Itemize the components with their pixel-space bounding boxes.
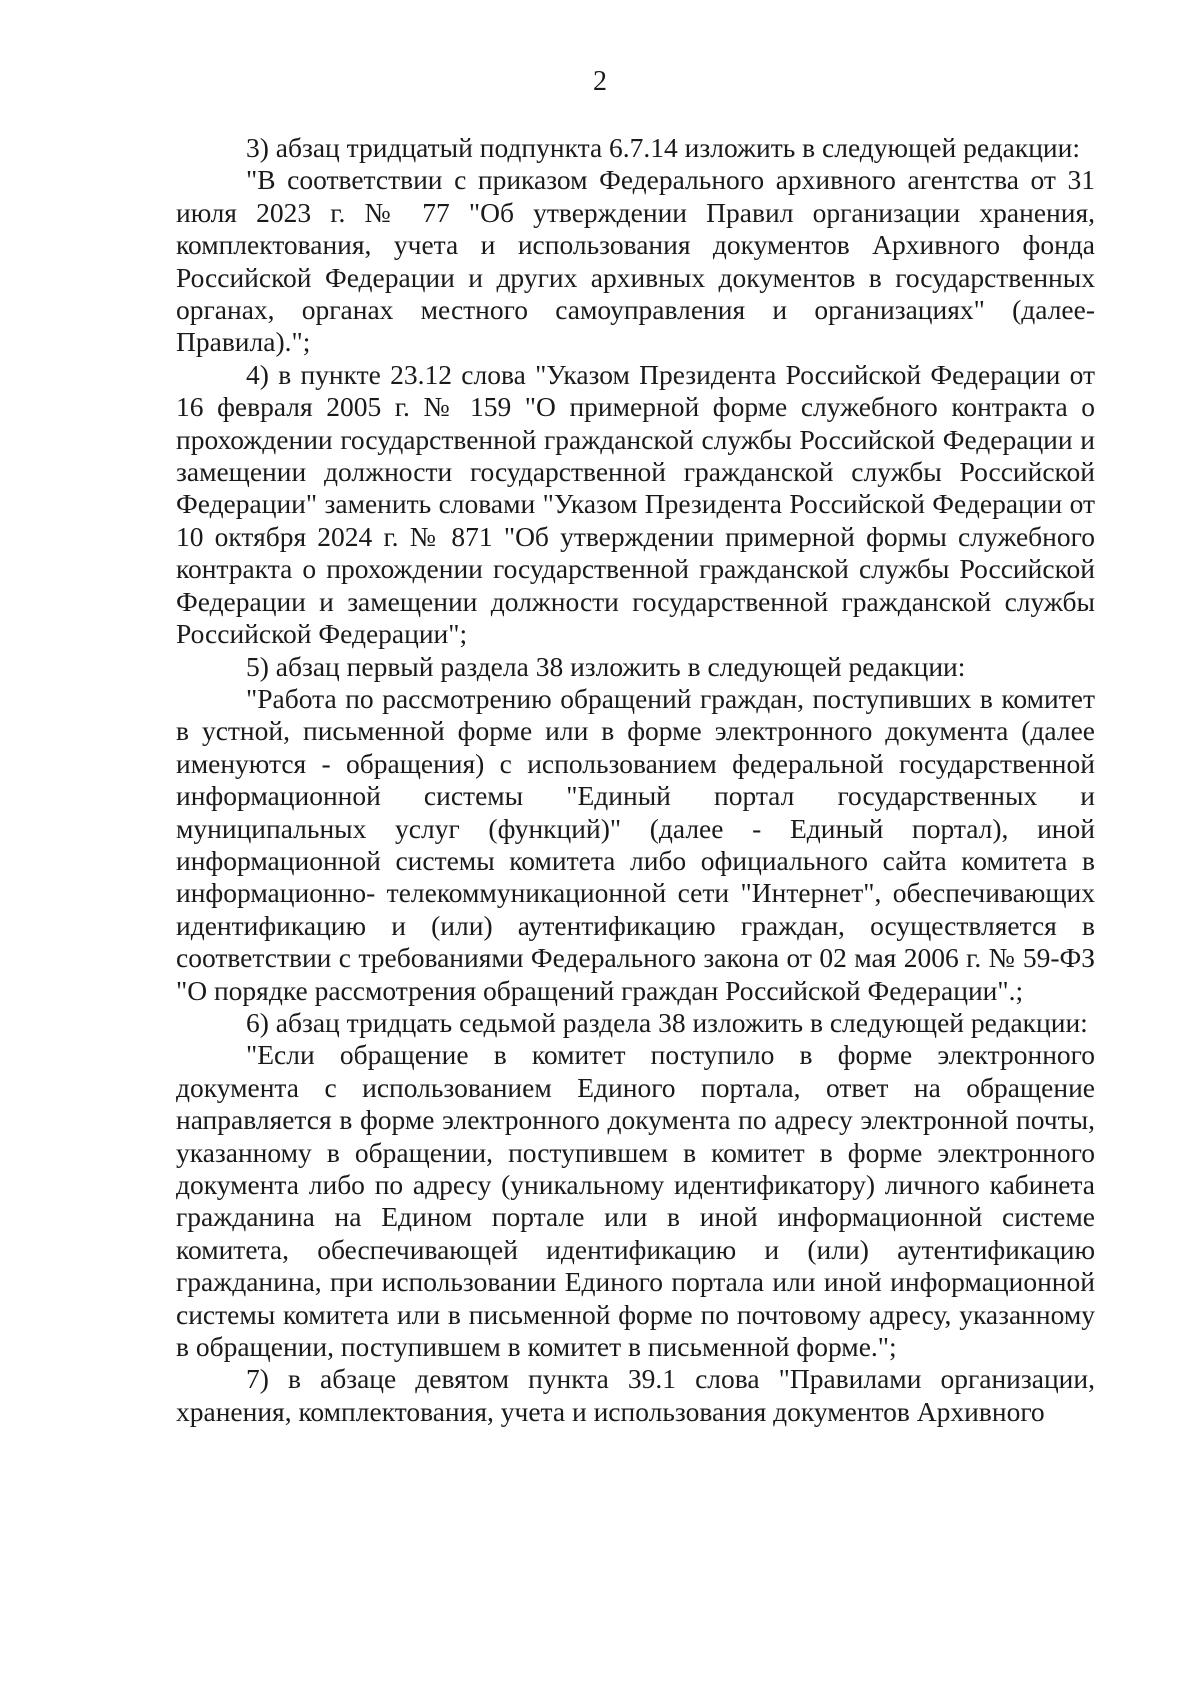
paragraph-item-6: 6) абзац тридцать седьмой раздела 38 изложить в следующей редакции: — [246, 1006, 1088, 1038]
paragraph-item-4: 4) в пункте 23.12 слова "Указом Президента Российской Федерации от 16 февраля 2005 г. № 159 "О примерной форме служебного контракта о прохождении государственной гражданской службы Российской Федерации и замещении должности государственной гражданской службы Российской Федерации" заменить словами "Указом Президента Российской Федерации от 10 октября 2024 г. № 871 "Об утверждении примерной формы служебного контракта о прохождении государственной гражданской службы Российской Федерации и замещении должности государственной гражданской службы Российской Федерации"; — [176, 358, 1095, 650]
page-number: 2 — [593, 66, 607, 97]
paragraph-quote-archive-order: "В соответствии с приказом Федерального архивного агентства от 31 июля 2023 г. № 77 "Об утверждении Правил организации хранения, комплектования, учета и использования документов Архивного фонда Российской Федерации и других архивных документов в государственных органах, органах местного самоуправления и организациях" (далее- Правила)."; — [176, 164, 1095, 358]
paragraph-quote-electronic-response: "Если обращение в комитет поступило в форме электронного документа с использованием Единого портала, ответ на обращение направляется в форме электронного документа по адресу электронной почты, указанному в обращении, поступившем в комитет в форме электронного документа либо по адресу (уникальному идентификатору) личного кабинета гражданина на Едином портале или в иной информационной системе комитета, обеспечивающей идентификацию и (или) аутентификацию гражданина, при использовании Единого портала или иной информационной системы комитета или в письменной форме по почтовому адресу, указанному в обращении, поступившем в комитет в письменной форме."; — [176, 1039, 1095, 1363]
document-body — [176, 132, 1095, 1428]
paragraph-item-3: 3) абзац тридцатый подпункта 6.7.14 изложить в следующей редакции: — [246, 132, 1081, 163]
paragraph-item-7: 7) в абзаце девятом пункта 39.1 слова "Правилами организации, хранения, комплектования, учета и использования документов Архивного — [176, 1363, 1095, 1427]
paragraph-item-5: 5) абзац первый раздела 38 изложить в следующей редакции: — [246, 650, 966, 682]
paragraph-quote-citizen-appeals: "Работа по рассмотрению обращений граждан, поступивших в комитет в устной, письменной форме или в форме электронного документа (далее именуются - обращения) с использованием федеральной государственной информационной системы "Единый портал государственных и муниципальных услуг (функций)" (далее - Единый портал), иной информационной системы комитета либо официального сайта комитета в информационно- телекоммуникационной сети "Интернет", обеспечивающих идентификацию и (или) аутентификацию граждан, осуществляется в соответствии с требованиями Федерального закона от 02 мая 2006 г. № 59-ФЗ "О порядке рассмотрения обращений граждан Российской Федерации".; — [176, 682, 1095, 1006]
